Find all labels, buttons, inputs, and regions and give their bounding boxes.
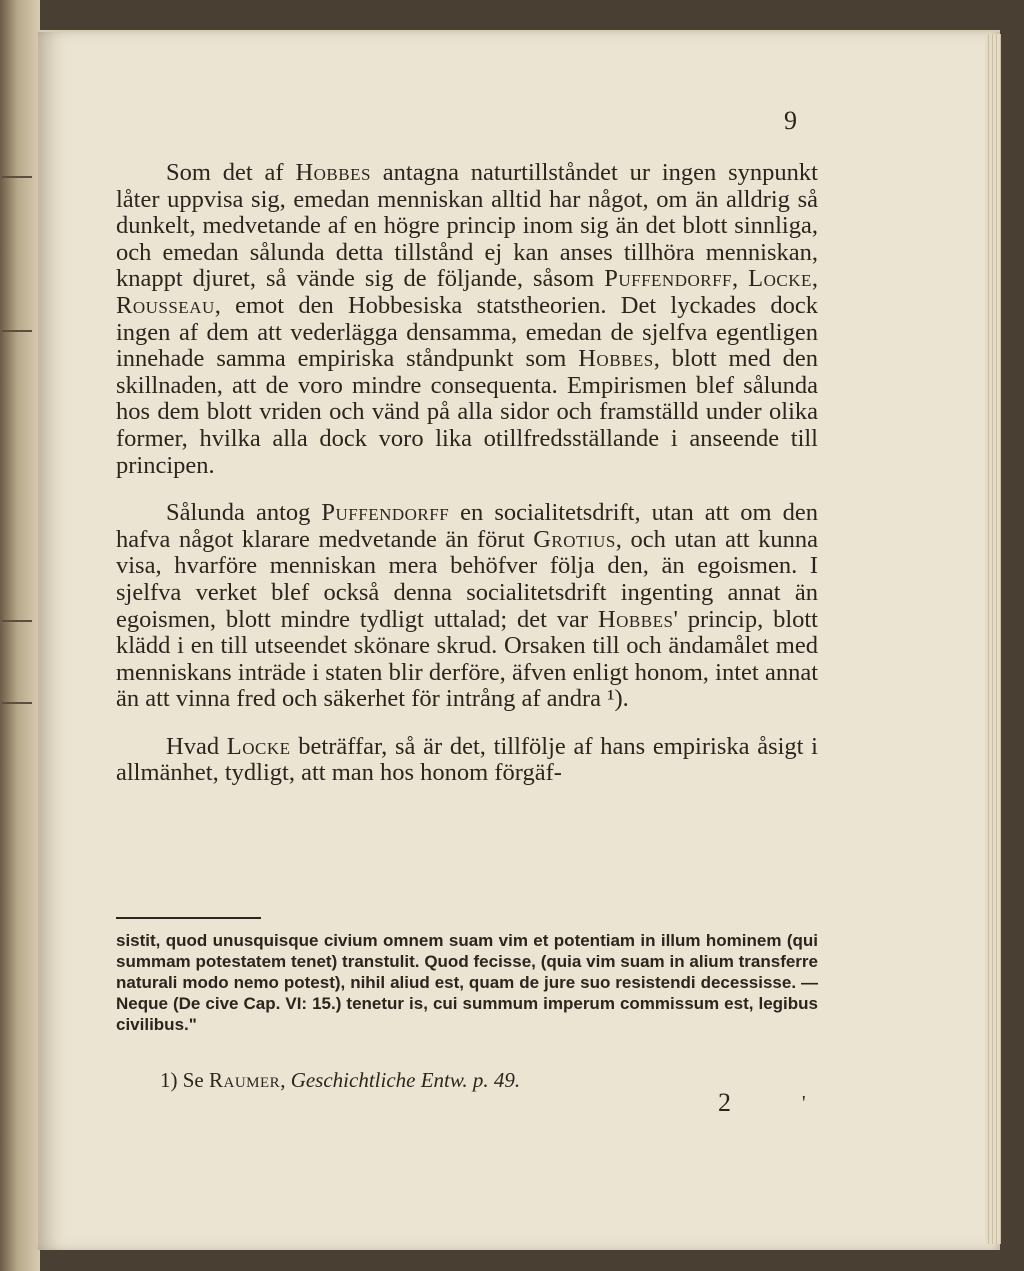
- paragraph: [116, 160, 818, 479]
- name-small-caps: Puffendorff: [321, 499, 450, 527]
- text-run: beträffar, så är det, tillfölje af hans empiriska åsigt i allmänhet, tydligt, att man hos honom förgäf-: [116, 732, 818, 787]
- previous-page-edge: [0, 0, 40, 1271]
- reference-note: [160, 1068, 800, 1093]
- text-run: en socialitetsdrift, utan att om den hafva något klarare medvetande än förut: [116, 499, 818, 553]
- footnote-text: sistit, quod unusquisque civium omnem suam vim et potentiam in illum hominem (qui summam potestatem tenet) transtulit. Quod fecisse, (quia vim suam in alium transferre naturali modo nemo potest), nihil aliud est, quam de jure suo resistendi decessisse. — Neque (De cive Cap. VI: 15.) tenetur is, cui summum imperum commissum est, legibus civilibus.": [116, 931, 818, 1034]
- text-run: Sålunda antog: [166, 499, 322, 527]
- reference-work: Geschichtliche Entw. p. 49.: [290, 1068, 521, 1092]
- name-small-caps: Locke: [226, 732, 291, 760]
- signature-mark: 2: [718, 1088, 731, 1117]
- reference-separator: ,: [280, 1068, 291, 1092]
- text-run: , emot den Hobbesiska statstheorien. Det lyckades dock ingen af dem att vederlägga densamma, emedan de sjelfva egentligen innehade samma empiriska ståndpunkt som: [116, 291, 818, 373]
- text-run: ,: [732, 265, 749, 293]
- text-run: Hvad: [166, 732, 227, 760]
- paragraph: [116, 734, 818, 787]
- name-small-caps: Grotius: [533, 525, 616, 553]
- page-stack-edge: [985, 34, 1001, 1244]
- paragraph: [116, 500, 818, 713]
- reference-marker: 1): [160, 1068, 178, 1092]
- name-small-caps: Hobbes: [597, 605, 674, 633]
- text-run: , och utan att kunna visa, hvarföre menniskan mera behöfver följa den, än egoismen. I sjelfva verket blef också denna socialitetsdrift ingenting annat än egoismen, blott mindre tydligt uttalad; det var: [116, 525, 819, 633]
- text-run: antagna naturtillståndet ur ingen synpunkt låter uppvisa sig, emedan menniskan alltid har något, om än alldrig så dunkelt, medvetande af en högre princip inom sig än det blott sinnliga, och emedan sålunda detta tillstånd ej kan anses tillhöra menniskan, knappt djuret, så vände sig de följande, såsom: [116, 159, 818, 293]
- edge-mark: ': [802, 1092, 806, 1114]
- reference-author: Raumer: [209, 1068, 281, 1092]
- name-small-caps: Hobbes: [578, 345, 654, 373]
- body-text: [116, 160, 818, 787]
- text-run: ,: [811, 265, 818, 293]
- name-small-caps: Rousseau: [116, 291, 215, 319]
- reference-text: Se: [177, 1068, 209, 1092]
- footnote-rule: [116, 917, 261, 919]
- name-small-caps: Locke: [748, 265, 812, 293]
- text-run: Som det af: [166, 159, 296, 186]
- text-run: , blott med den skillnaden, att de voro mindre consequenta. Empirismen blef sålunda hos dem blott vriden och vänd på alla sidor och framställd under olika former, hvilka alla dock voro lika otillfredsställande i anseende till principen.: [116, 345, 818, 479]
- name-small-caps: Puffendorff: [604, 265, 732, 293]
- text-run: ' princip, blott klädd i en till utseendet skönare skrud. Orsaken till och ändamålet med menniskans inträde i staten blir derföre, äfven enligt honom, intet annat än att vinna fred och säkerhet för intrång af andra ¹).: [116, 605, 818, 713]
- page-number: 9: [784, 106, 797, 135]
- name-small-caps: Hobbes: [295, 159, 371, 186]
